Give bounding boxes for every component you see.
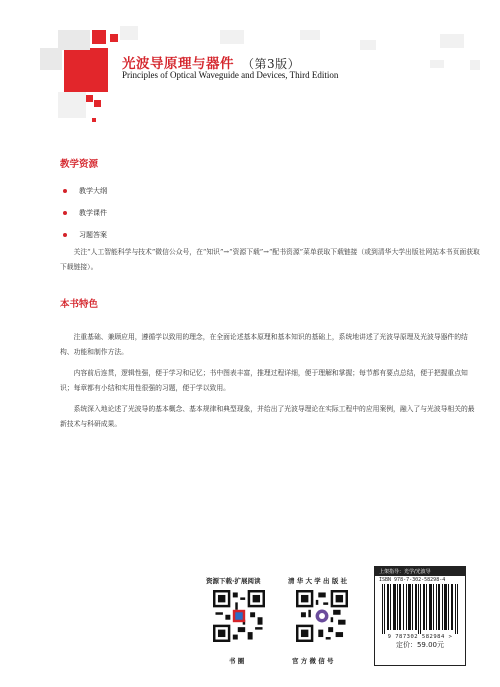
barcode-icon: [380, 584, 460, 634]
feature-paragraph: 注重基础、兼顾应用，遵循学以致用的理念，在全面论述基本原理和基本知识的基础上，系统地讲述了光波导原理及光波导器件的结构、功能和制作方法。: [60, 333, 468, 356]
barcode-digits: 9 787302 582984 >: [387, 634, 453, 640]
barcode-box: [374, 566, 466, 666]
resource-item: 习题答案: [63, 230, 107, 240]
features-heading: 本书特色: [60, 299, 99, 310]
book-title: [122, 52, 300, 72]
resource-item: 教学课件: [63, 208, 107, 218]
price-label: 定价：59.00元: [395, 641, 445, 649]
edition-label: （第3版）: [242, 57, 301, 71]
resources-note: 关注“人工智能科学与技术”微信公众号，在“知识”→“资源下载”→“配书资源”菜单获取下载链接（或到清华大学出版社网站本书页面获取下载链接）。: [60, 248, 480, 271]
book-title-en: Principles of Optical Waveguide and Devices, Third Edition: [122, 70, 339, 80]
qr-right-top-label: 清 华 大 学 出 版 社: [288, 577, 348, 585]
feature-paragraph: 系统深入地论述了光波导的基本概念、基本规律和典型现象，并给出了光波导理论在实际工程中的应用案例，融入了与光波导相关的最新技术与科研成果。: [60, 405, 475, 428]
qr-left-top-label: 资源下载·扩展阅读: [206, 577, 261, 585]
qr-left-bottom-label: 书 圈: [229, 657, 245, 665]
isbn-text: ISBN 978-7-302-58298-4: [379, 577, 446, 583]
bullet-dot-icon: [63, 233, 67, 237]
qr-code-left-icon: [213, 590, 265, 642]
resource-item: 教学大纲: [63, 186, 107, 196]
qr-right-bottom-label: 官 方 微 信 号: [292, 657, 334, 665]
bullet-dot-icon: [63, 189, 67, 193]
feature-paragraph: 内容前后连贯，逻辑性强，便于学习和记忆；书中图表丰富，推理过程详细，便于理解和掌握；每节都有要点总结，便于把握重点知识；每章都有小结和实用性很强的习题，便于学以致用。: [60, 369, 468, 392]
resources-heading: 教学资源: [60, 159, 99, 170]
qr-code-right-icon: [296, 590, 348, 642]
shelf-guide: 上架指导：光学/光波导: [375, 567, 465, 576]
bullet-dot-icon: [63, 211, 67, 215]
book-title-cn: 光波导原理与器件: [122, 56, 234, 72]
